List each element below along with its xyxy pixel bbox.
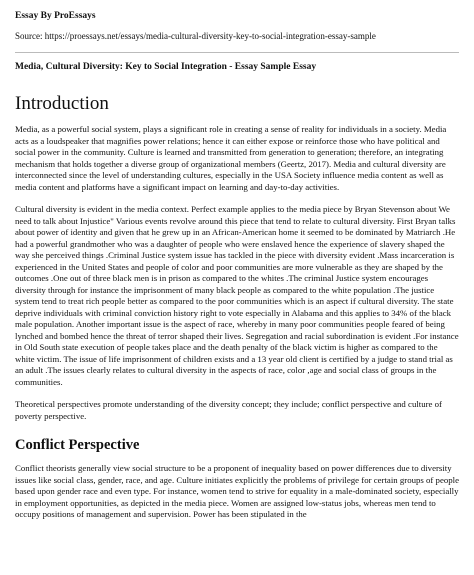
paragraph: Conflict theorists generally view social structure to be a proponent of inequality based on power differences due to diversity issues like social class, gender, race, and age. Culture initiates explicitly the problems of privilege for certain groups of people based upon gender race and even type. For instance, women tend to strive for equality in a male-dominated society, especially in employment opportunities, as depicted in the media piece. Women are assigned low-status jobs, whereas men tend to occupy positions of management and supervision. Power has been stipulated in the [15, 463, 459, 519]
header-divider [15, 52, 459, 53]
site-brand: Essay By ProEssays [15, 11, 96, 21]
section-conflict-perspective [15, 436, 459, 521]
paragraph: Theoretical perspectives promote understanding of the diversity concept; they include; conflict perspective and culture of poverty perspective. [15, 399, 442, 421]
paragraph: Cultural diversity is evident in the media context. Perfect example applies to the media piece by Bryan Stevenson about We need to talk about Injustice" Various events revolve around this piece that tend to relate to cultural diversity. First Bryan talks about power of identity and given that he grew up in an African-American home it seemed to be dominated by Matriarch .He had a powerful grandmother who was a daughter of people who were enslaved hence the experience of slavery shaped the way she perceived things .Criminal Justice system issue has tackled in the piece with diversity evident .Mass incarceration is experienced in the United States and people of color and poor communities are more vulnerable as they are shaped by the outcomes .One out of three black men is in prison as compared to the whites .The criminal Justice system encourages diversity through for instance the imprisonment of many black people as compared to the white population .The justice system tend to treat rich people better as compared to the poor communities which is an aspect if cultural diversity. The state deprive individuals with criminal conviction history right to vote especially in Alabama and this applies to 34% of the black male population. Another important issue is the aspect of race, whereby in many poor communities people feared of being lynched and bombed hence the threat of terror shaped their lives. Segregation and racial subordination is evident .For instance in Old South state execution of people takes place and the death penalty of the black victim is higher as compared to the white victim. The issue of life imprisonment of children exists and a 13 year old client is certified by a judge to stand trial as an adult .The issues clearly relates to cultural diversity in the aspects of race, color ,age and social class of groups in the communities. [15, 204, 459, 387]
source-line: Source: https://proessays.net/essays/media-cultural-diversity-key-to-social-integration-essay-sample [15, 31, 376, 41]
section-heading: Conflict Perspective [15, 437, 140, 453]
essay-title: Media, Cultural Diversity: Key to Social Integration - Essay Sample Essay [15, 62, 317, 72]
paragraph: Media, as a powerful social system, plays a significant role in creating a sense of reality for individuals in a society. Media acts as a loudspeaker that magnifies power relations; hence it can either expose or reinforce those who have political and social power in the community. Culture is learned and transmitted from generation to generation; therefore, an integrating mechanism that holds together a diverse group of organizational members (Geertz, 2017). Media and cultural diversity are interconnected since the level of understanding cultures, especially in the USA Society influence media content as well as media content and platforms have a significant impact on learning and day-to-day activities. [15, 124, 447, 192]
section-introduction [15, 93, 459, 422]
section-heading: Introduction [15, 93, 109, 114]
